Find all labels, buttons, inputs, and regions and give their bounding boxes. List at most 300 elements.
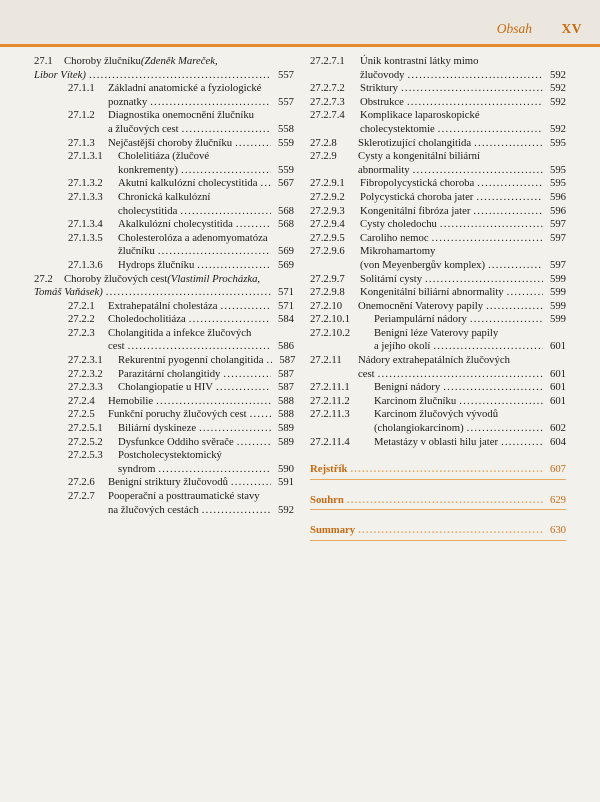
toc-number: 27.2.5.3	[68, 449, 103, 462]
header-rule	[0, 44, 600, 47]
toc-entry-line-last	[34, 123, 294, 137]
toc-number: 27.1.3.6	[68, 258, 103, 271]
toc-page: 601	[549, 340, 566, 353]
toc-page: 595	[549, 163, 566, 176]
toc-entry[interactable]	[34, 259, 294, 273]
running-title: Obsah	[496, 21, 532, 36]
toc-page: 588	[277, 394, 294, 407]
toc-entry-line-last	[310, 137, 566, 151]
toc-title: cest	[108, 340, 125, 353]
toc-title: cest	[358, 367, 375, 380]
toc-left-column	[34, 55, 294, 517]
toc-page: 588	[277, 408, 294, 421]
toc-entry-line-last	[310, 164, 566, 178]
toc-entry[interactable]	[34, 55, 294, 82]
toc-entry-line-last	[34, 218, 294, 232]
toc-entry-line-last	[34, 368, 294, 382]
toc-title: Polycystická choroba jater	[360, 190, 474, 203]
toc-number: 27.2.11.4	[310, 435, 350, 448]
toc-title: Hydrops žlučníku	[118, 258, 195, 271]
toc-number: 27.2.9.4	[310, 218, 345, 231]
toc-entry[interactable]	[34, 218, 294, 232]
toc-title: žlučníku	[118, 245, 155, 258]
toc-entry-line	[310, 109, 566, 123]
toc-page: 597	[549, 231, 566, 244]
toc-entry[interactable]	[310, 150, 566, 177]
toc-entry-line	[34, 327, 294, 341]
toc-number: 27.2.6	[68, 476, 95, 489]
toc-entry-line-last	[34, 504, 294, 518]
toc-number: 27.2.4	[68, 394, 95, 407]
toc-entry[interactable]	[34, 490, 294, 517]
leader-dots	[350, 463, 543, 477]
toc-entry-line-last	[310, 69, 566, 83]
toc-number: 27.2.11.1	[310, 381, 350, 394]
toc-entry[interactable]	[34, 300, 294, 314]
toc-title: na žlučových cestách	[108, 503, 199, 516]
toc-entry-line-last	[310, 436, 566, 450]
back-matter-label: Rejstřík	[310, 463, 348, 476]
toc-page: 592	[549, 122, 566, 135]
toc-entry-line-last	[34, 300, 294, 314]
toc-number: 27.2.9.5	[310, 231, 345, 244]
toc-entry[interactable]	[34, 109, 294, 136]
toc-title: syndrom	[118, 462, 156, 475]
toc-title: Benigní striktury žlučovodů	[108, 476, 228, 489]
leader-dots	[231, 476, 271, 490]
back-matter-label: Souhrn	[310, 493, 344, 506]
toc-page: 599	[549, 313, 566, 326]
leader-dots	[106, 286, 271, 300]
toc-entry-line-last	[34, 408, 294, 422]
toc-entry-line-last	[310, 381, 566, 395]
toc-entry[interactable]	[34, 150, 294, 177]
leader-dots	[128, 340, 271, 354]
leader-dots	[261, 177, 271, 191]
toc-entry-line-last	[310, 232, 566, 246]
leader-dots	[197, 259, 271, 273]
leader-dots	[202, 504, 271, 518]
toc-number: 27.2.11.2	[310, 394, 350, 407]
toc-title: Periampulární nádory	[374, 313, 467, 326]
leader-dots	[347, 494, 543, 508]
toc-entry-line	[34, 232, 294, 246]
leader-dots	[486, 300, 543, 314]
toc-title: Cysty choledochu	[360, 218, 437, 231]
toc-number: 27.2.9.7	[310, 272, 345, 285]
toc-title: Mikrohamartomy	[360, 245, 436, 258]
toc-page: 568	[277, 204, 294, 217]
toc-entry[interactable]	[310, 273, 566, 287]
toc-entry-line-last	[34, 313, 294, 327]
leader-dots	[488, 259, 543, 273]
toc-page: 559	[277, 163, 294, 176]
leader-dots	[425, 273, 543, 287]
toc-entry[interactable]	[34, 395, 294, 409]
toc-number: 27.1.2	[68, 109, 95, 122]
toc-entry-line	[310, 55, 566, 69]
back-matter	[310, 463, 566, 541]
toc-page: 595	[549, 177, 566, 190]
toc-page: 590	[277, 462, 294, 475]
toc-entry[interactable]	[34, 381, 294, 395]
toc-number: 27.2.7.4	[310, 109, 345, 122]
toc-title: Cholangitida a infekce žlučových	[108, 326, 252, 339]
toc-title: a jejího okolí	[374, 340, 431, 353]
toc-entry[interactable]	[310, 286, 566, 300]
toc-entry-line-last	[310, 205, 566, 219]
leader-dots	[477, 177, 543, 191]
toc-page: 589	[277, 435, 294, 448]
toc-entry[interactable]	[34, 408, 294, 422]
toc-number: 27.2.9.3	[310, 204, 345, 217]
toc-entry[interactable]	[34, 436, 294, 450]
toc-page: 587	[277, 381, 294, 394]
toc-page: 571	[277, 286, 294, 299]
toc-number: 27.2.9.1	[310, 177, 345, 190]
leader-dots	[473, 205, 543, 219]
leader-dots	[408, 69, 543, 83]
toc-number: 27.2.9.8	[310, 286, 345, 299]
toc-number: 27.1.3.2	[68, 177, 103, 190]
toc-page: 569	[277, 258, 294, 271]
toc-number: 27.2.5.1	[68, 422, 103, 435]
toc-page: 586	[277, 340, 294, 353]
toc-page: 592	[549, 82, 566, 95]
toc-number: 27.2.7	[68, 490, 95, 502]
leader-dots	[407, 96, 543, 110]
leader-dots	[378, 368, 543, 382]
toc-page: 558	[277, 122, 294, 135]
leader-dots	[401, 82, 543, 96]
toc-entry[interactable]	[34, 191, 294, 218]
toc-entry-line	[34, 191, 294, 205]
toc-title: Parazitární cholangitidy	[118, 367, 221, 380]
toc-page: 587	[279, 354, 296, 367]
leader-dots	[199, 422, 271, 436]
toc-entry[interactable]	[34, 313, 294, 327]
toc-number: 27.2.11	[310, 354, 342, 367]
back-matter-item[interactable]	[310, 524, 566, 541]
toc-entry[interactable]	[310, 218, 566, 232]
toc-title: žlučovody	[360, 68, 405, 81]
leader-dots	[440, 218, 543, 232]
toc-entry[interactable]	[34, 327, 294, 354]
leader-dots	[433, 340, 543, 354]
toc-title: (von Meyenbergův komplex)	[360, 258, 486, 271]
toc-page: 599	[549, 272, 566, 285]
back-matter-page: 607	[549, 463, 566, 476]
toc-entry-line	[34, 109, 294, 123]
leader-dots	[250, 408, 271, 422]
toc-page: 559	[277, 136, 294, 149]
toc-entry-line-last	[310, 82, 566, 96]
leader-dots	[358, 524, 543, 538]
toc-number: 27.1.3.3	[68, 190, 103, 203]
toc-entry-line-last	[34, 137, 294, 151]
toc-page: 591	[277, 476, 294, 489]
toc-entry-line-last	[34, 354, 294, 368]
toc-number: 27.1.3.1	[68, 150, 103, 163]
toc-page: 595	[549, 136, 566, 149]
toc-entry[interactable]	[310, 245, 566, 272]
toc-entry[interactable]	[310, 300, 566, 314]
toc-title: Cholelitiáza (žlučové	[118, 150, 210, 163]
toc-title: Karcinom žlučníku	[374, 394, 457, 407]
back-matter-item[interactable]	[310, 463, 566, 480]
toc-title: poznatky	[108, 95, 148, 108]
leader-dots	[235, 137, 271, 151]
toc-title: Komplikace laparoskopické	[360, 109, 480, 122]
toc-title: Únik kontrastní látky mimo	[360, 55, 479, 67]
toc-number: 27.2.3	[68, 326, 95, 339]
toc-entry[interactable]	[310, 313, 566, 327]
leader-dots	[507, 286, 543, 300]
leader-dots	[223, 368, 271, 382]
leader-dots	[180, 205, 271, 219]
toc-entry[interactable]	[34, 354, 294, 368]
toc-title: Nádory extrahepatálních žlučových	[358, 354, 510, 367]
toc-entry-line-last	[34, 463, 294, 477]
toc-title: konkrementy)	[118, 163, 178, 176]
toc-entry[interactable]	[310, 109, 566, 136]
toc-entry-line	[34, 82, 294, 96]
toc-entry-line-last	[34, 476, 294, 490]
toc-number: 27.2.9	[310, 150, 337, 163]
toc-author: (Vlastimil Procházka,	[167, 272, 261, 285]
leader-dots	[438, 123, 543, 137]
toc-title: Extrahepatální cholestáza	[108, 299, 218, 312]
toc-entry[interactable]	[34, 137, 294, 151]
toc-title: Kongenitální biliární abnormality	[360, 286, 504, 299]
toc-page: 601	[549, 381, 566, 394]
toc-entry-line-last	[34, 422, 294, 436]
toc-number: 27.1.1	[68, 82, 95, 95]
toc-title: Akalkulózní cholecystitida	[118, 218, 233, 231]
toc-title: a žlučových cest	[108, 122, 179, 135]
toc-title: Benigní nádory	[374, 381, 441, 394]
toc-author: Libor Vítek)	[34, 68, 86, 81]
toc-number: 27.2.10	[310, 299, 343, 312]
leader-dots	[459, 395, 543, 409]
toc-page: 604	[549, 435, 566, 448]
toc-entry-line-last	[34, 395, 294, 409]
leader-dots	[221, 300, 272, 314]
toc-page: 592	[277, 503, 294, 516]
leader-dots	[467, 422, 543, 436]
toc-title: Hemobilie	[108, 394, 154, 407]
toc-entry-line-last	[34, 164, 294, 178]
toc-entry-line	[310, 354, 566, 368]
toc-entry[interactable]	[310, 408, 566, 435]
toc-title: cholecystitida	[118, 204, 178, 217]
back-matter-page: 630	[549, 524, 566, 537]
leader-dots	[182, 123, 271, 137]
toc-entry-line-last	[310, 191, 566, 205]
toc-number: 27.2.7.1	[310, 55, 345, 67]
leader-dots	[474, 137, 543, 151]
toc-entry-line-last	[310, 368, 566, 382]
toc-title: Kongenitální fibróza jater	[360, 204, 471, 217]
toc-entry[interactable]	[34, 476, 294, 490]
toc-entry-line-last	[34, 436, 294, 450]
toc-author: Tomáš Vaňásek)	[34, 286, 103, 299]
leader-dots	[236, 218, 271, 232]
toc-title: Základní anatomické a fyziologické	[108, 82, 262, 95]
leader-dots	[266, 354, 272, 368]
toc-entry-line-last	[310, 313, 566, 327]
toc-entry[interactable]	[34, 82, 294, 109]
leader-dots	[443, 381, 543, 395]
toc-title: Choledocholitiáza	[108, 313, 186, 326]
toc-entry[interactable]	[310, 205, 566, 219]
toc-title: Fibropolycystická choroba	[360, 177, 475, 190]
toc-number: 27.2.9.6	[310, 245, 345, 258]
toc-title: Cholangiopatie u HIV	[118, 381, 213, 394]
leader-dots	[89, 69, 271, 83]
leader-dots	[150, 96, 271, 110]
leader-dots	[181, 164, 271, 178]
leader-dots	[476, 191, 543, 205]
toc-number: 27.2.5.2	[68, 435, 103, 448]
toc-entry[interactable]	[310, 381, 566, 395]
toc-entry-line-last	[34, 340, 294, 354]
toc-entry[interactable]	[310, 82, 566, 96]
toc-title: Karcinom žlučových vývodů	[374, 408, 499, 421]
toc-entry[interactable]	[310, 395, 566, 409]
toc-entry-line-last	[34, 381, 294, 395]
toc-entry[interactable]	[310, 177, 566, 191]
leader-dots	[501, 436, 543, 450]
toc-entry-line-last	[34, 177, 294, 191]
toc-number: 27.2.9.2	[310, 190, 345, 203]
toc-entry-line-last	[310, 300, 566, 314]
toc-entry[interactable]	[310, 327, 566, 354]
toc-number: 27.1.3.5	[68, 231, 103, 244]
toc-entry[interactable]	[34, 422, 294, 436]
toc-title: Pooperační a posttraumatické stavy	[108, 490, 260, 502]
toc-number: 27.2.3.3	[68, 381, 103, 394]
leader-dots	[216, 381, 271, 395]
toc-number: 27.1.3	[68, 136, 95, 149]
toc-title: Caroliho nemoc	[360, 231, 429, 244]
toc-title: Diagnostika onemocnění žlučníku	[108, 109, 255, 122]
toc-title: Dysfunkce Oddiho svěrače	[118, 435, 234, 448]
leader-dots	[413, 164, 543, 178]
back-matter-item[interactable]	[310, 494, 566, 511]
toc-entry-line-last	[310, 218, 566, 232]
toc-page: 592	[549, 68, 566, 81]
toc-title: Sklerotizující cholangitida	[358, 136, 472, 149]
toc-entry[interactable]	[34, 232, 294, 259]
toc-number: 27.2.5	[68, 408, 95, 421]
leader-dots	[158, 245, 271, 259]
toc-entry-line-last	[310, 395, 566, 409]
toc-entry[interactable]	[310, 137, 566, 151]
toc-entry[interactable]	[310, 96, 566, 110]
toc-number: 27.2.7.3	[310, 95, 345, 108]
toc-title: Obstrukce	[360, 95, 404, 108]
toc-entry-line	[34, 449, 294, 463]
toc-entry-line	[34, 55, 294, 69]
leader-dots	[156, 395, 271, 409]
toc-title: Solitární cysty	[360, 272, 423, 285]
back-matter-label: Summary	[310, 524, 356, 537]
toc-title: cholecystektomie	[360, 122, 435, 135]
leader-dots	[189, 313, 271, 327]
toc-entry-line-last	[310, 96, 566, 110]
toc-title: Nejčastější choroby žlučníku	[108, 136, 233, 149]
toc-title: Cholesterolóza a adenomyomatóza	[118, 231, 268, 244]
toc-entry-line-last	[310, 259, 566, 273]
toc-entry[interactable]	[34, 368, 294, 382]
toc-page: 589	[277, 422, 294, 435]
toc-number: 27.2.10.2	[310, 326, 351, 339]
toc-title: Choroby žlučových cest	[64, 272, 168, 285]
page-number: XV	[561, 21, 582, 36]
toc-number: 27.1	[34, 55, 53, 67]
toc-entry[interactable]	[34, 449, 294, 476]
leader-dots	[237, 436, 271, 450]
toc-entry[interactable]	[310, 436, 566, 450]
toc-entry[interactable]	[310, 232, 566, 246]
toc-page: 599	[549, 299, 566, 312]
toc-page: 557	[277, 68, 294, 81]
toc-page: 584	[277, 313, 294, 326]
toc-entry-line	[34, 150, 294, 164]
toc-number: 27.2.3.1	[68, 354, 103, 367]
toc-page: 587	[277, 367, 294, 380]
toc-entry-line	[310, 408, 566, 422]
toc-entry[interactable]	[310, 191, 566, 205]
toc-number: 27.2.11.3	[310, 408, 350, 421]
toc-number: 27.2.2	[68, 313, 95, 326]
toc-entry[interactable]	[34, 273, 294, 300]
leader-dots	[432, 232, 543, 246]
toc-title: Choroby žlučníku	[64, 55, 141, 67]
toc-title: Akutní kalkulózní cholecystitida	[118, 177, 258, 190]
toc-right-column	[310, 55, 566, 541]
toc-entry-line-last	[310, 177, 566, 191]
toc-page: 602	[549, 422, 566, 435]
toc-entry-line	[310, 327, 566, 341]
toc-title: (cholangiokarcinom)	[374, 422, 464, 435]
toc-entry-line-last	[310, 273, 566, 287]
toc-title: Metastázy v oblasti hilu jater	[374, 435, 499, 448]
toc-entry-line-last	[34, 96, 294, 110]
toc-title: Onemocnění Vaterovy papily	[358, 299, 484, 312]
toc-entry-line	[34, 273, 294, 287]
toc-entry-line-last	[310, 340, 566, 354]
toc-entry-line-last	[310, 422, 566, 436]
toc-page: 596	[549, 204, 566, 217]
toc-entry[interactable]	[34, 177, 294, 191]
toc-page: 596	[549, 190, 566, 203]
toc-title: Postcholecystektomický	[118, 449, 222, 462]
toc-entry-line-last	[34, 259, 294, 273]
toc-title: Rekurentní pyogenní cholangitida	[118, 354, 264, 367]
toc-title: Biliární dyskineze	[118, 422, 197, 435]
toc-entry-line	[310, 245, 566, 259]
toc-page: 569	[277, 245, 294, 258]
toc-number: 27.2.1	[68, 299, 95, 312]
toc-page: 571	[277, 299, 294, 312]
toc-title: Chronická kalkulózní	[118, 190, 211, 203]
toc-entry[interactable]	[310, 55, 566, 82]
toc-entry[interactable]	[310, 354, 566, 381]
toc-page: 592	[549, 95, 566, 108]
toc-title: abnormality	[358, 163, 410, 176]
